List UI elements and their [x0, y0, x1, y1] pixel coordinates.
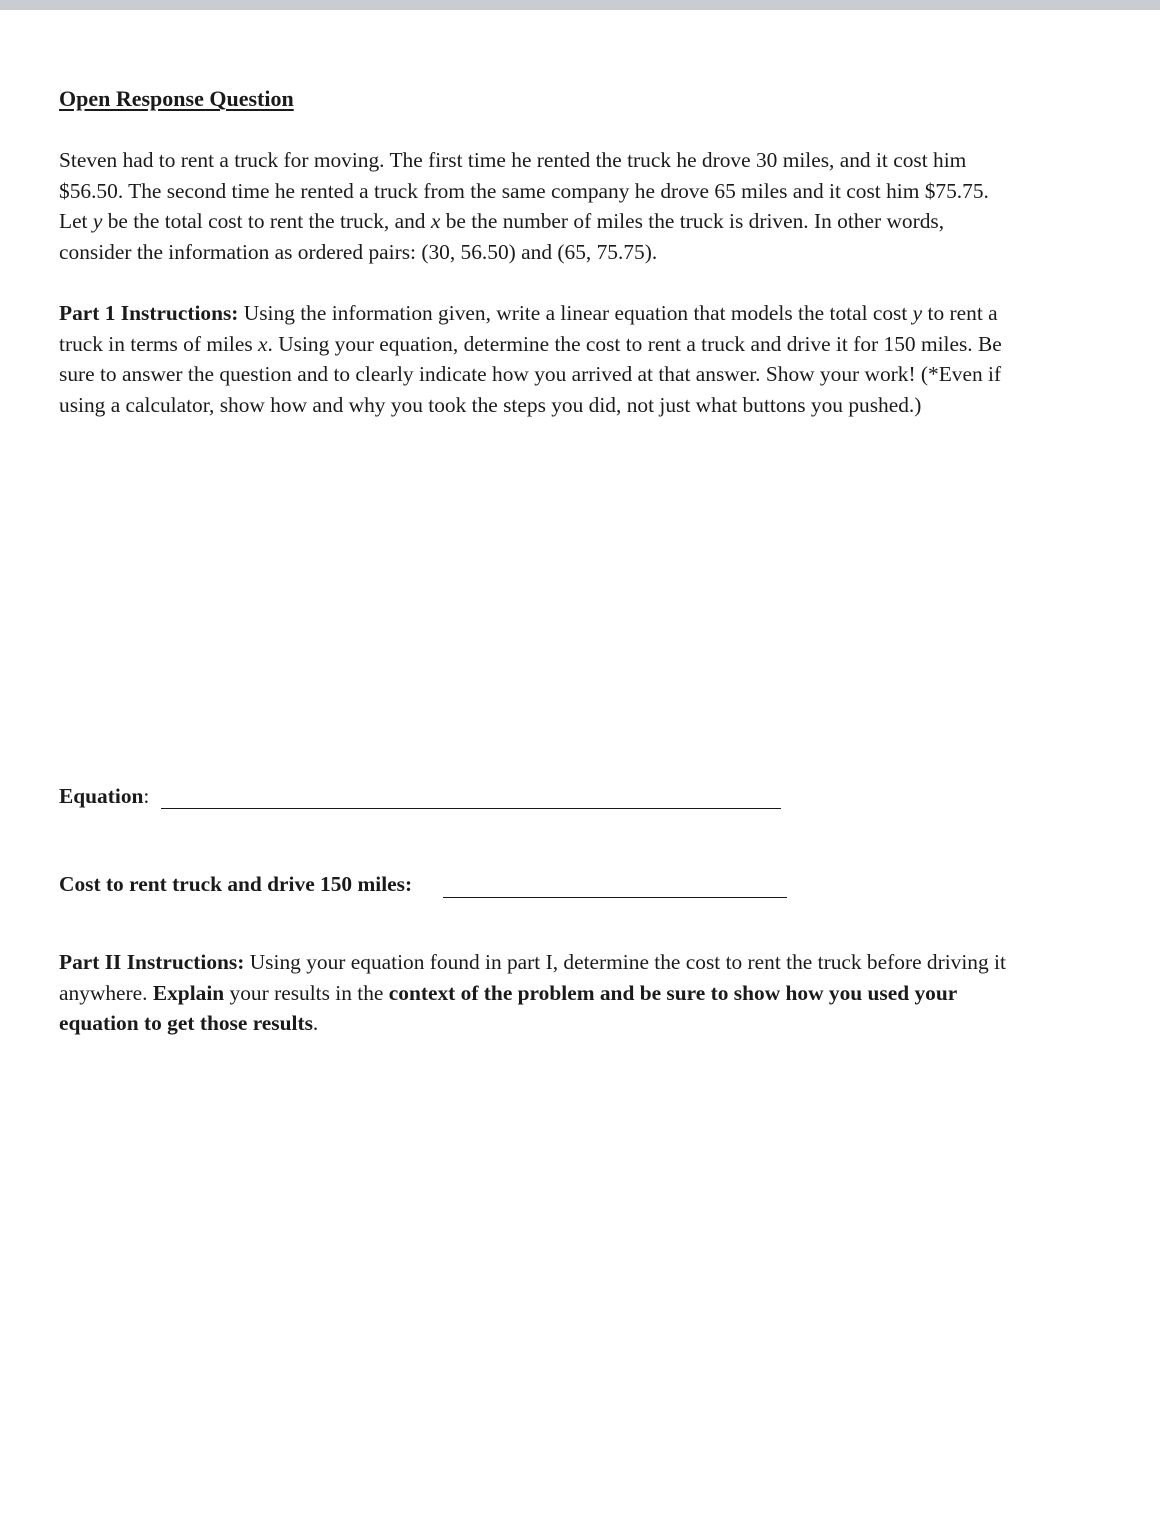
part1-line: truck in terms of miles x. Using your equation, determine the cost to rent a truck and drive it for 150 miles. Be	[59, 331, 1002, 356]
part1-line: Part 1 Instructions: Using the information given, write a linear equation that models the total cost y to rent a	[59, 301, 998, 325]
cost-answer-blank[interactable]	[443, 897, 787, 898]
page-title: Open Response Question	[59, 86, 294, 111]
problem-line: Steven had to rent a truck for moving. The first time he rented the truck he drove 30 miles, and it cost him	[59, 148, 967, 172]
cost-label: Cost to rent truck and drive 150 miles:	[59, 872, 413, 896]
problem-line: consider the information as ordered pairs: (30, 56.50) and (65, 75.75).	[59, 239, 658, 264]
equation-label: Equation:	[59, 784, 150, 808]
part1-instructions	[59, 298, 1089, 420]
equation-answer-blank[interactable]	[161, 808, 781, 809]
part1-line: using a calculator, show how and why you took the steps you did, not just what buttons you pushed.)	[59, 392, 922, 417]
problem-statement	[59, 145, 1089, 267]
part1-label: Part 1 Instructions:	[59, 301, 239, 325]
part2-line: Part II Instructions: Using your equation found in part I, determine the cost to rent the truck before driving it	[59, 950, 1006, 974]
problem-line: $56.50. The second time he rented a truck from the same company he drove 65 miles and it cost him $75.75.	[59, 178, 989, 203]
part2-line: anywhere. Explain your results in the context of the problem and be sure to show how you used your	[59, 980, 958, 1005]
part2-instructions	[59, 947, 1089, 1039]
top-bar	[0, 0, 1160, 10]
part1-line: sure to answer the question and to clearly indicate how you arrived at that answer. Show your work! (*Even if	[59, 362, 1002, 387]
part2-line: equation to get those results.	[59, 1011, 319, 1036]
problem-line: Let y be the total cost to rent the truck, and x be the number of miles the truck is driven. In other words,	[59, 209, 945, 234]
part2-label: Part II Instructions:	[59, 950, 245, 974]
